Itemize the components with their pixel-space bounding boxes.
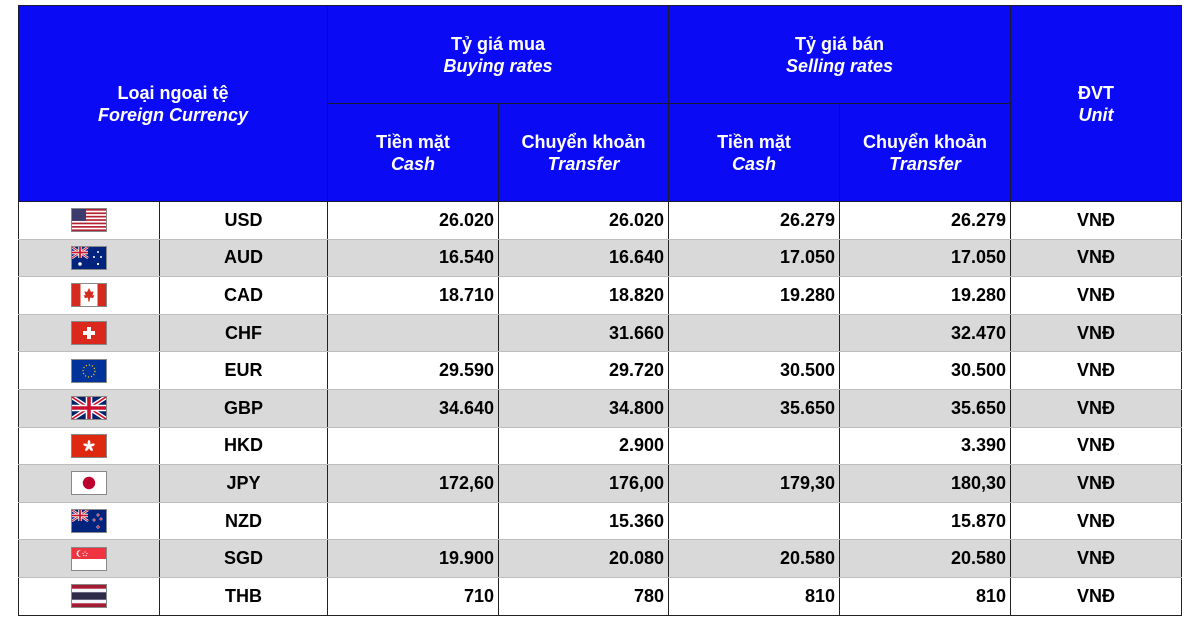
- unit-value: VNĐ: [1011, 352, 1182, 390]
- header-buying-cash: [328, 104, 499, 202]
- currency-code: CAD: [160, 277, 328, 315]
- buy-transfer-value: 18.820: [499, 277, 669, 315]
- table-row: [19, 465, 1182, 503]
- buy-cash-value: 34.640: [328, 389, 499, 427]
- unit-value: VNĐ: [1011, 389, 1182, 427]
- currency-code: HKD: [160, 427, 328, 465]
- unit-value: VNĐ: [1011, 277, 1182, 315]
- ch-flag-icon: [71, 321, 107, 345]
- exchange-rate-table: [18, 5, 1182, 616]
- header-buying-en: Buying rates: [443, 55, 553, 76]
- unit-value: VNĐ: [1011, 502, 1182, 540]
- flag-cell: [19, 277, 160, 315]
- header-buying: [328, 6, 669, 104]
- buy-cash-value: 26.020: [328, 202, 499, 240]
- buy-transfer-value: 31.660: [499, 314, 669, 352]
- buy-transfer-value: 176,00: [499, 465, 669, 503]
- sell-cash-value: 26.279: [669, 202, 840, 240]
- table-row: [19, 202, 1182, 240]
- header-transfer-en: Transfer: [889, 153, 961, 174]
- buy-transfer-value: 2.900: [499, 427, 669, 465]
- ca-flag-icon: [71, 283, 107, 307]
- sell-cash-value: 20.580: [669, 540, 840, 578]
- buy-cash-value: [328, 314, 499, 352]
- sell-transfer-value: 810: [840, 577, 1011, 615]
- hk-flag-icon: [71, 434, 107, 458]
- nz-flag-icon: [71, 509, 107, 533]
- sell-cash-value: 30.500: [669, 352, 840, 390]
- unit-value: VNĐ: [1011, 540, 1182, 578]
- header-unit-en: Unit: [1078, 104, 1114, 125]
- header-selling-transfer: [840, 104, 1011, 202]
- table-row: [19, 239, 1182, 277]
- buy-cash-value: 18.710: [328, 277, 499, 315]
- currency-code: AUD: [160, 239, 328, 277]
- sell-cash-value: 17.050: [669, 239, 840, 277]
- header-cash-en: Cash: [390, 153, 435, 174]
- buy-transfer-value: 20.080: [499, 540, 669, 578]
- buy-cash-value: 710: [328, 577, 499, 615]
- au-flag-icon: [71, 246, 107, 270]
- flag-cell: [19, 577, 160, 615]
- header-transfer-vi: Chuyển khoản: [863, 131, 988, 152]
- sell-cash-value: [669, 427, 840, 465]
- flag-cell: [19, 239, 160, 277]
- header-selling: [669, 6, 1011, 104]
- flag-cell: [19, 352, 160, 390]
- header-transfer-en: Transfer: [547, 153, 620, 174]
- sell-transfer-value: 30.500: [840, 352, 1011, 390]
- sell-transfer-value: 3.390: [840, 427, 1011, 465]
- buy-cash-value: 29.590: [328, 352, 499, 390]
- th-flag-icon: [71, 584, 107, 608]
- currency-code: GBP: [160, 389, 328, 427]
- header-selling-vi: Tỷ giá bán: [795, 33, 885, 54]
- table-row: [19, 502, 1182, 540]
- header-transfer-vi: Chuyển khoản: [521, 131, 646, 152]
- table-row: [19, 577, 1182, 615]
- sell-transfer-value: 15.870: [840, 502, 1011, 540]
- buy-transfer-value: 26.020: [499, 202, 669, 240]
- unit-value: VNĐ: [1011, 427, 1182, 465]
- unit-value: VNĐ: [1011, 239, 1182, 277]
- flag-cell: [19, 389, 160, 427]
- unit-value: VNĐ: [1011, 577, 1182, 615]
- sell-cash-value: 19.280: [669, 277, 840, 315]
- buy-transfer-value: 15.360: [499, 502, 669, 540]
- buy-cash-value: 16.540: [328, 239, 499, 277]
- sell-transfer-value: 17.050: [840, 239, 1011, 277]
- currency-code: NZD: [160, 502, 328, 540]
- flag-cell: [19, 314, 160, 352]
- header-unit: [1011, 6, 1182, 202]
- currency-code: SGD: [160, 540, 328, 578]
- unit-value: VNĐ: [1011, 465, 1182, 503]
- sell-transfer-value: 35.650: [840, 389, 1011, 427]
- eu-flag-icon: [71, 359, 107, 383]
- table-row: [19, 427, 1182, 465]
- currency-code: CHF: [160, 314, 328, 352]
- flag-cell: [19, 502, 160, 540]
- buy-transfer-value: 29.720: [499, 352, 669, 390]
- header-currency-en: Foreign Currency: [97, 104, 249, 125]
- header-buying-vi: Tỷ giá mua: [450, 33, 546, 54]
- unit-value: VNĐ: [1011, 314, 1182, 352]
- sell-cash-value: 35.650: [669, 389, 840, 427]
- flag-cell: [19, 465, 160, 503]
- header-selling-cash: [669, 104, 840, 202]
- currency-code: JPY: [160, 465, 328, 503]
- sg-flag-icon: [71, 547, 107, 571]
- flag-cell: [19, 202, 160, 240]
- sell-cash-value: 810: [669, 577, 840, 615]
- unit-value: VNĐ: [1011, 202, 1182, 240]
- sell-transfer-value: 180,30: [840, 465, 1011, 503]
- table-row: [19, 540, 1182, 578]
- header-buying-transfer: [499, 104, 669, 202]
- sell-transfer-value: 32.470: [840, 314, 1011, 352]
- buy-cash-value: [328, 427, 499, 465]
- table-row: [19, 314, 1182, 352]
- header-currency-vi: Loại ngoại tệ: [117, 82, 229, 103]
- sell-cash-value: [669, 502, 840, 540]
- table-row: [19, 277, 1182, 315]
- table-row: [19, 352, 1182, 390]
- sell-transfer-value: 20.580: [840, 540, 1011, 578]
- buy-cash-value: [328, 502, 499, 540]
- currency-code: USD: [160, 202, 328, 240]
- jp-flag-icon: [71, 471, 107, 495]
- flag-cell: [19, 540, 160, 578]
- header-unit-vi: ĐVT: [1078, 82, 1115, 103]
- sell-transfer-value: 19.280: [840, 277, 1011, 315]
- buy-cash-value: 172,60: [328, 465, 499, 503]
- gb-flag-icon: [71, 396, 107, 420]
- header-cash-vi: Tiền mặt: [376, 131, 450, 152]
- buy-transfer-value: 34.800: [499, 389, 669, 427]
- header-currency: [19, 6, 328, 202]
- flag-cell: [19, 427, 160, 465]
- sell-transfer-value: 26.279: [840, 202, 1011, 240]
- exchange-rate-table-container: [18, 5, 1181, 616]
- currency-code: THB: [160, 577, 328, 615]
- table-row: [19, 389, 1182, 427]
- currency-code: EUR: [160, 352, 328, 390]
- sell-cash-value: [669, 314, 840, 352]
- buy-cash-value: 19.900: [328, 540, 499, 578]
- header-selling-en: Selling rates: [785, 55, 894, 76]
- us-flag-icon: [71, 208, 107, 232]
- buy-transfer-value: 16.640: [499, 239, 669, 277]
- header-cash-en: Cash: [731, 153, 776, 174]
- sell-cash-value: 179,30: [669, 465, 840, 503]
- header-cash-vi: Tiền mặt: [717, 131, 791, 152]
- buy-transfer-value: 780: [499, 577, 669, 615]
